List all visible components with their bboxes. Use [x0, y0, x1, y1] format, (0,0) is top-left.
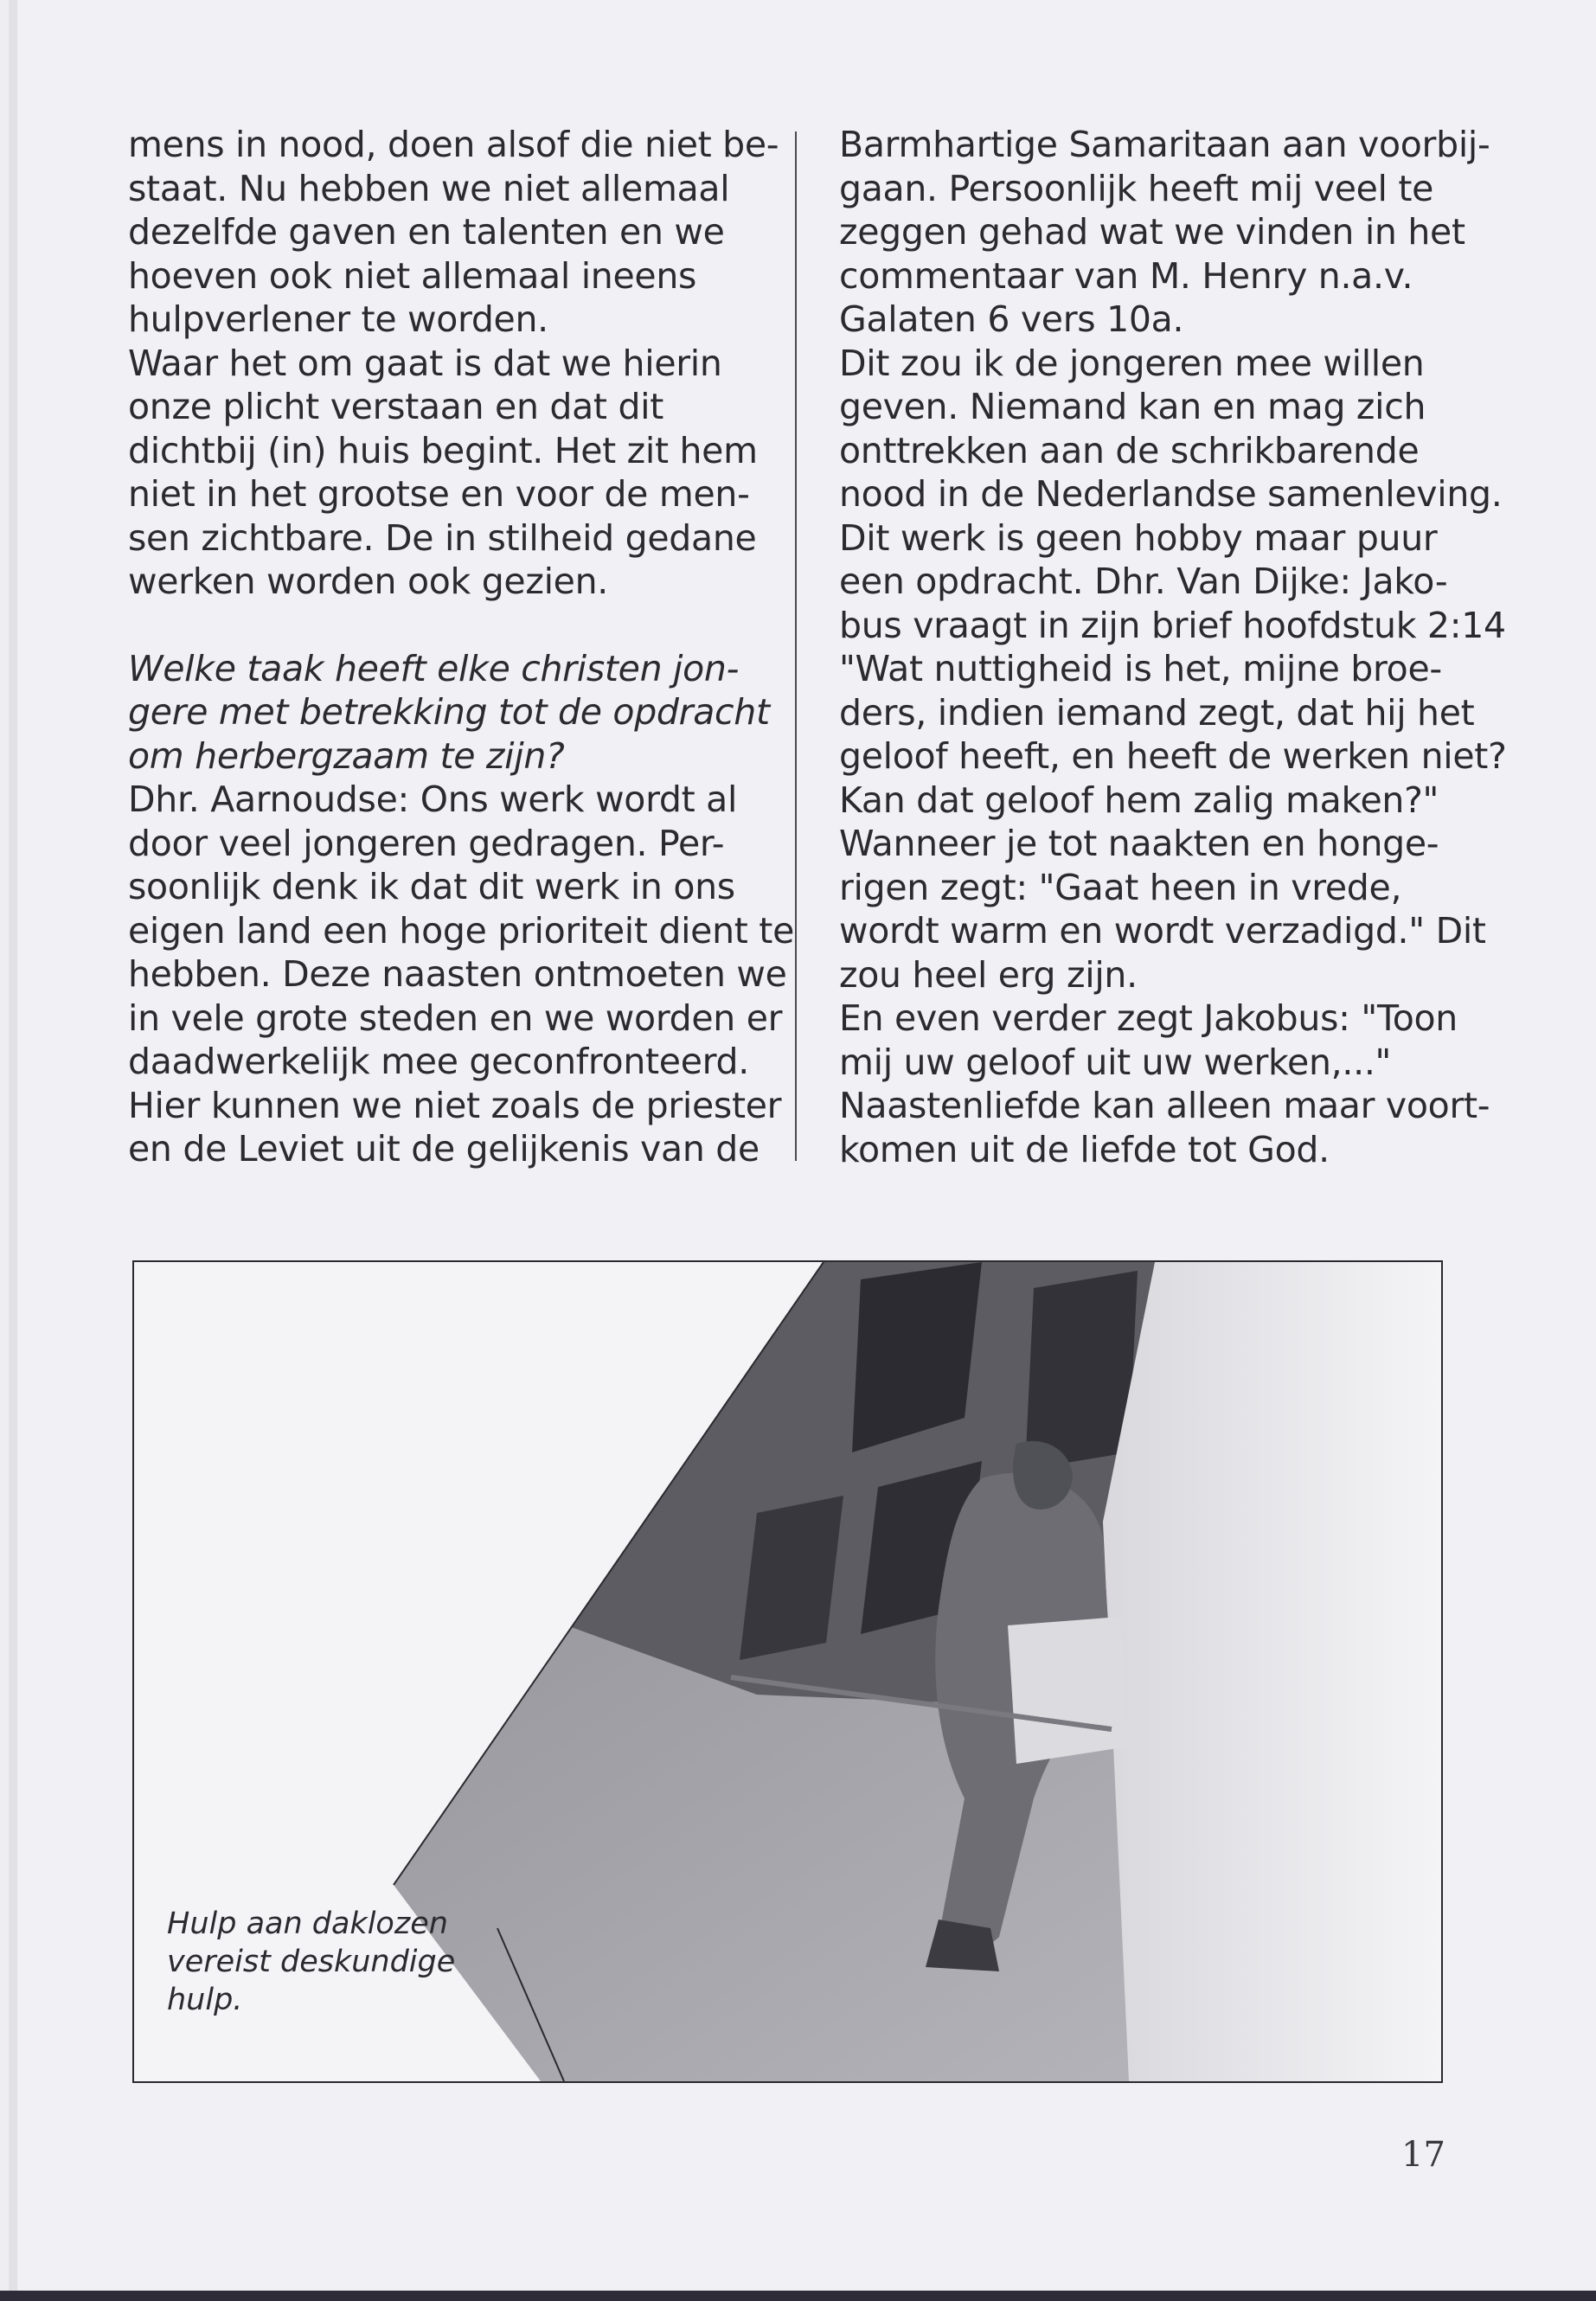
text-line: hulpverlener te worden.: [128, 298, 548, 340]
text-line: Hier kunnen we niet zoals de priester: [128, 1084, 782, 1126]
paragraph-gap: [128, 604, 785, 647]
page-number: 17: [1401, 2135, 1445, 2175]
text-line: Waar het om gaat is dat we hierin: [128, 342, 722, 384]
text-line: mij uw geloof uit uw werken,...": [839, 1041, 1392, 1083]
text-line: onttrekken aan de schrikbarende: [839, 429, 1420, 471]
text-line: En even verder zegt Jakobus: "Toon: [839, 997, 1458, 1039]
caption-line: vereist deskundige: [167, 1945, 456, 1979]
text-line: een opdracht. Dhr. Van Dijke: Jako-: [839, 561, 1448, 602]
text-line: dezelfde gaven en talenten en we: [128, 211, 725, 253]
text-line: Barmhartige Samaritaan aan voorbij-: [839, 124, 1490, 165]
text-line: mens in nood, doen alsof die niet be-: [128, 124, 779, 165]
text-line: bus vraagt in zijn brief hoofdstuk 2:14: [839, 604, 1506, 646]
text-line: "Wat nuttigheid is het, mijne broe-: [839, 648, 1442, 689]
text-line: sen zichtbare. De in stilheid gedane: [128, 516, 757, 559]
text-line: zeggen gehad wat we vinden in het: [839, 211, 1465, 253]
text-line: nood in de Nederlandse samenleving.: [839, 473, 1503, 515]
text-line: werken worden ook gezien.: [128, 561, 609, 602]
text-line: gaan. Persoonlijk heeft mij veel te: [839, 167, 1434, 209]
text-line: komen uit de liefde tot God.: [839, 1128, 1330, 1170]
left-text-column: [128, 123, 795, 1171]
text-line: dichtbij (in) huis begint. Het zit hem: [128, 429, 758, 471]
text-line: rigen zegt: "Gaat heen in vrede,: [839, 866, 1402, 908]
text-line: geven. Niemand kan en mag zich: [839, 386, 1426, 427]
text-line: in vele grote steden en we worden er: [128, 997, 783, 1039]
question-line: om herbergzaam te zijn?: [128, 734, 565, 777]
text-line: hebben. Deze naasten ontmoeten we: [128, 953, 787, 995]
caption-line: Hulp aan daklozen: [167, 1907, 448, 1941]
text-line: Dit werk is geen hobby maar puur: [839, 516, 1438, 559]
text-line: Naastenliefde kan alleen maar voort-: [839, 1085, 1490, 1126]
figure-caption: [167, 1905, 455, 2019]
text-line: Dhr. Aarnoudse: Ons werk wordt al: [128, 779, 738, 820]
text-line: onze plicht verstaan en dat dit: [128, 386, 664, 427]
text-line: Wanneer je tot naakten en honge-: [839, 823, 1439, 864]
magazine-page: [9, 0, 1596, 2301]
text-line: staat. Nu hebben we niet allemaal: [128, 167, 730, 209]
text-line: Dit zou ik de jongeren mee willen: [839, 342, 1425, 384]
question-line: Welke taak heeft elke christen jon-: [128, 647, 740, 689]
right-text-column: [839, 123, 1507, 1171]
text-line: en de Leviet uit de gelijkenis van de: [128, 1128, 760, 1170]
text-line: niet in het grootse en voor de men-: [128, 473, 750, 515]
caption-line: hulp.: [167, 1983, 243, 2017]
text-line: zou heel erg zijn.: [839, 953, 1138, 996]
text-line: wordt warm en wordt verzadigd." Dit: [839, 910, 1486, 952]
text-line: soonlijk denk ik dat dit werk in ons: [128, 866, 735, 907]
scan-bottom-edge: [0, 2291, 1596, 2301]
text-line: Kan dat geloof hem zalig maken?": [839, 779, 1439, 821]
text-line: door veel jongeren gedragen. Per-: [128, 822, 725, 864]
question-line: gere met betrekking tot de opdracht: [128, 691, 770, 733]
text-line: commentaar van M. Henry n.a.v.: [839, 254, 1413, 297]
text-line: hoeven ook niet allemaal ineens: [128, 254, 697, 297]
text-line: daadwerkelijk mee geconfronteerd.: [128, 1041, 749, 1082]
page-edge: [9, 0, 17, 2301]
text-line: eigen land een hoge prioriteit dient te: [128, 909, 795, 952]
column-divider: [795, 131, 797, 1161]
text-line: Galaten 6 vers 10a.: [839, 298, 1184, 340]
text-line: ders, indien iemand zegt, dat hij het: [839, 691, 1475, 734]
text-line: geloof heeft, en heeft de werken niet?: [839, 735, 1507, 777]
